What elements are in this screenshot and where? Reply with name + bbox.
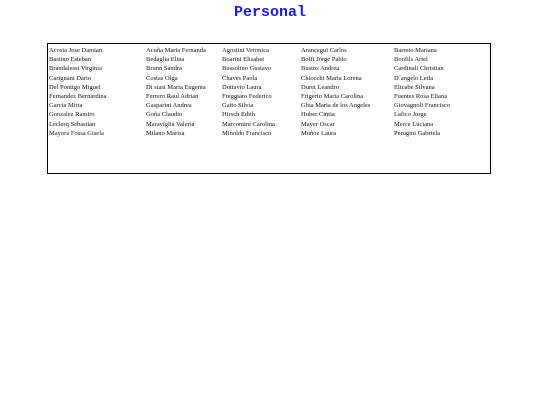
staff-name-cell: Barreto Mariana: [394, 47, 437, 54]
staff-name-cell: Bonfils Ariel: [394, 56, 428, 64]
staff-name-cell: Bedaglia Elina: [146, 56, 185, 64]
staff-name-cell: Lafico Jorge: [394, 111, 427, 119]
table-row: [49, 101, 489, 110]
staff-name-cell: Marcomini Carolina: [222, 120, 275, 128]
staff-name-cell: Carignani Dario: [49, 74, 92, 82]
staff-name-cell: Chiocchi Maria Lorena: [301, 74, 362, 82]
staff-name-cell: Mayora Fossa Gisela: [49, 129, 104, 137]
staff-name-cell: Bastino Esteban: [49, 56, 92, 64]
table-row: [49, 120, 489, 129]
staff-name-cell: Garcia Mirta: [49, 102, 83, 110]
table-row: [49, 110, 489, 119]
staff-name-cell: Boffi Jorge Pablo: [301, 56, 347, 64]
table-row: [49, 55, 489, 64]
staff-name-cell: Milano Marisa: [146, 129, 185, 137]
staff-name-cell: Brandalessi Virginia: [49, 65, 102, 73]
table-row: [49, 129, 489, 138]
staff-name-cell: Bustos Andrea: [301, 65, 340, 73]
staff-name-cell: Maraviglia Valeria: [146, 120, 195, 128]
staff-name-cell: Muñoz Laura: [301, 129, 337, 137]
staff-name-cell: Bruno Sandra: [146, 65, 182, 73]
table-row: [49, 92, 489, 101]
staff-name-cell: Acosta Jose Damian: [49, 47, 103, 54]
staff-name-cell: Merce Luciana: [394, 120, 434, 128]
staff-name-cell: Duret Leandro: [301, 83, 340, 91]
staff-name-cell: Boarini Elisabet: [222, 56, 265, 64]
table-row: [49, 74, 489, 83]
staff-table-body: [49, 46, 489, 138]
staff-name-cell: Ghia Maria de los Angeles: [301, 102, 371, 110]
staff-name-cell: Dottavio Laura: [222, 83, 262, 91]
table-row: [49, 83, 489, 92]
staff-name-cell: Gatto Silvia: [222, 102, 254, 110]
staff-name-cell: D´angelo Leila: [394, 74, 434, 82]
staff-table: [49, 46, 489, 138]
staff-name-cell: Di stasi Maria Eugenia: [146, 83, 206, 91]
staff-name-cell: Freggiaro Federico: [222, 93, 272, 101]
staff-name-cell: Cardinali Christian: [394, 65, 444, 73]
staff-name-cell: Chaves Paola: [222, 74, 258, 82]
staff-name-cell: Costas Olga: [146, 74, 178, 82]
staff-name-cell: Acuña Maria Fernanda: [146, 47, 206, 54]
staff-name-cell: Fuentes Rosa Eliana: [394, 93, 448, 101]
staff-name-cell: Del Pontigo Miguel: [49, 83, 101, 91]
page-title: Personal: [233, 4, 306, 21]
staff-name-cell: Fernandez Bernardina: [49, 93, 107, 101]
staff-name-cell: Hirsch Edith: [222, 111, 256, 119]
table-row: [49, 46, 489, 55]
staff-name-cell: Bussolino Gustavo: [222, 65, 272, 73]
staff-name-cell: Gonzalez Ramiro: [49, 111, 95, 119]
table-row: [49, 64, 489, 73]
staff-name-cell: Gasparini Andrea: [146, 102, 192, 110]
staff-name-cell: Agostini Veronica: [222, 47, 269, 54]
staff-name-cell: Perugini Gabriela: [394, 129, 441, 137]
staff-name-cell: Mayer Oscar: [301, 120, 335, 128]
staff-name-cell: Giovagnoli Francisco: [394, 102, 451, 110]
staff-name-cell: Huber Cintia: [301, 111, 335, 119]
staff-list-panel: [47, 43, 491, 174]
staff-name-cell: Leclerq Sebastian: [49, 120, 96, 128]
staff-name-cell: Arancegui Carlos: [301, 47, 347, 54]
staff-name-cell: Elicabe Silvana: [394, 83, 435, 91]
staff-name-cell: Frigerio Maria Carolina: [301, 93, 364, 101]
staff-name-cell: Goña Claudio: [146, 111, 183, 119]
staff-name-cell: Minoldo Francisco: [222, 129, 272, 137]
staff-name-cell: Ferrero Raul Adrian: [146, 93, 199, 101]
